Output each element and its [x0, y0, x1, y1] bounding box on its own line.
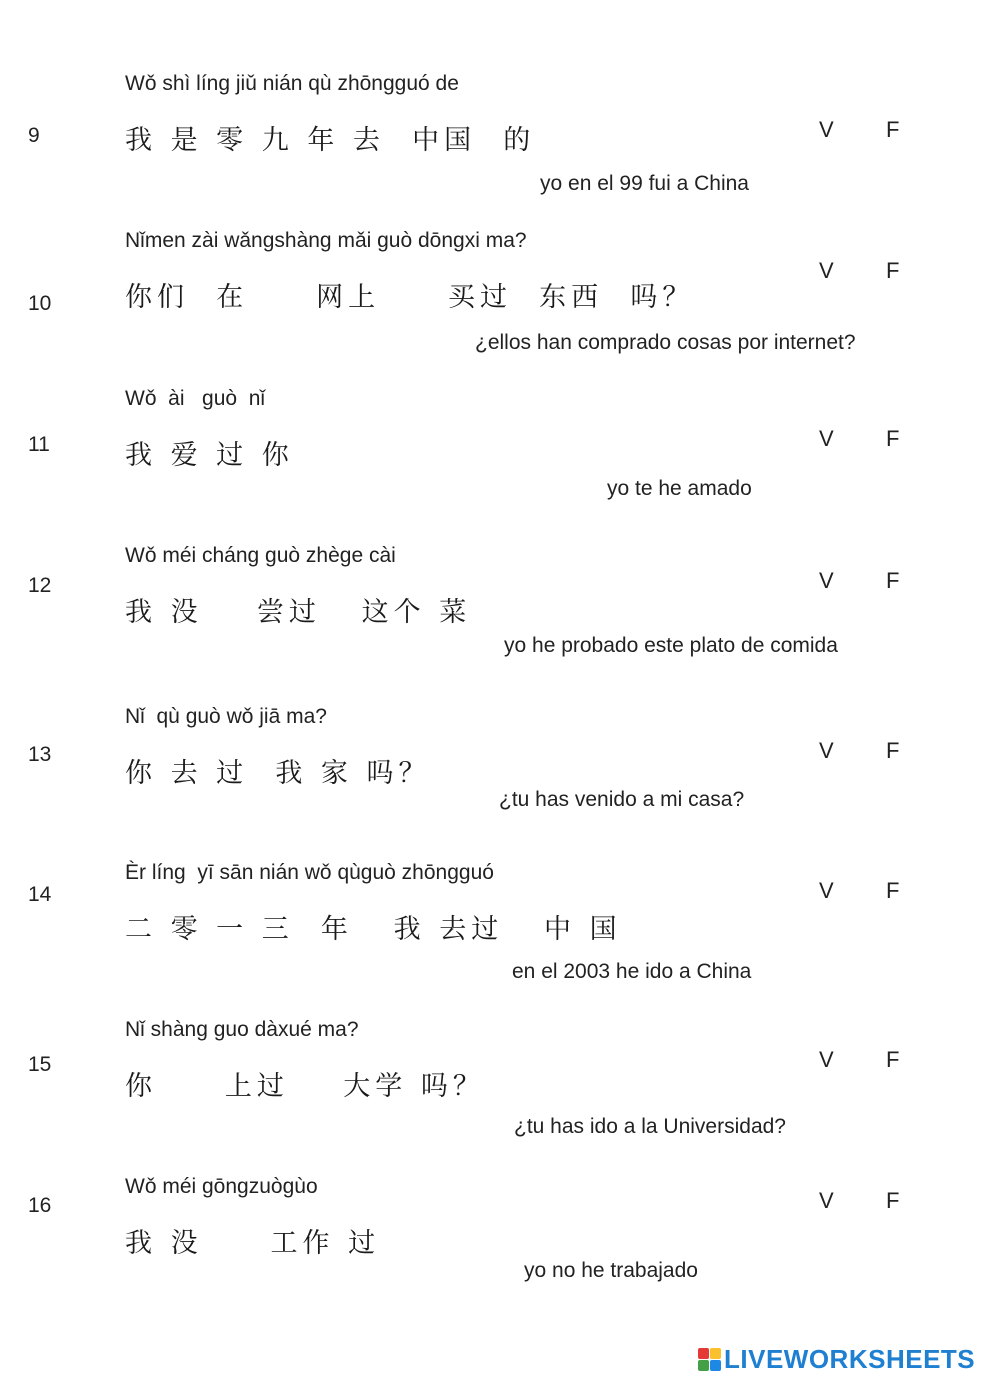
false-option[interactable]: F — [886, 1188, 900, 1213]
exercise-number: 13 — [28, 743, 52, 766]
exercise-item — [0, 861, 1000, 1021]
exercise-number: 12 — [28, 574, 52, 597]
exercise-item — [0, 387, 1000, 547]
spanish-translation: ¿ellos han comprado cosas por internet? — [475, 331, 856, 354]
chinese-sentence: 你们 在 网上 买过 东西 吗？ — [125, 282, 695, 313]
pinyin-text: Èr líng yī sān nián wǒ qùguò zhōngguó — [125, 861, 494, 884]
false-option[interactable]: F — [886, 1047, 900, 1072]
false-option[interactable]: F — [886, 117, 900, 142]
chinese-sentence: 我 没 尝过 这个 菜 — [125, 597, 472, 628]
pinyin-text: Wǒ ài guò nǐ — [125, 387, 266, 410]
true-option[interactable]: V — [819, 426, 834, 451]
exercise-item — [0, 1018, 1000, 1178]
chinese-sentence: 我 没 工作 过 — [125, 1228, 381, 1259]
exercise-number: 9 — [28, 124, 40, 147]
pinyin-text: Wǒ shì líng jiǔ nián qù zhōngguó de — [125, 72, 459, 95]
exercise-item — [0, 229, 1000, 389]
logo-block — [710, 1360, 721, 1371]
logo-blocks-icon — [698, 1348, 721, 1371]
chinese-sentence: 你 上过 大学 吗？ — [125, 1071, 485, 1102]
pinyin-text: Nǐmen zài wǎngshàng mǎi guò dōngxi ma? — [125, 229, 527, 252]
true-option[interactable]: V — [819, 568, 834, 593]
exercise-number: 10 — [28, 292, 52, 315]
spanish-translation: en el 2003 he ido a China — [512, 960, 752, 983]
chinese-sentence: 二 零 一 三 年 我 去过 中 国 — [125, 914, 622, 945]
logo-block — [698, 1348, 709, 1359]
true-option[interactable]: V — [819, 1047, 834, 1072]
false-option[interactable]: F — [886, 738, 900, 763]
logo-block — [710, 1348, 721, 1359]
spanish-translation: ¿tu has venido a mi casa? — [499, 788, 745, 811]
true-option[interactable]: V — [819, 878, 834, 903]
true-option[interactable]: V — [819, 738, 834, 763]
false-option[interactable]: F — [886, 426, 900, 451]
exercise-number: 16 — [28, 1194, 52, 1217]
true-option[interactable]: V — [819, 1188, 834, 1213]
spanish-translation: yo he probado este plato de comida — [504, 634, 838, 657]
exercise-number: 14 — [28, 883, 52, 906]
exercise-number: 15 — [28, 1053, 52, 1076]
chinese-sentence: 我 是 零 九 年 去 中国 的 — [125, 125, 536, 156]
exercise-item — [0, 705, 1000, 865]
logo-text: LIVEWORKSHEETS — [724, 1343, 976, 1374]
pinyin-text: Nǐ shàng guo dàxué ma? — [125, 1018, 359, 1041]
true-option[interactable]: V — [819, 117, 834, 142]
pinyin-text: Wǒ méi cháng guò zhège cài — [125, 544, 396, 567]
exercise-item — [0, 1175, 1000, 1335]
exercise-item — [0, 544, 1000, 704]
chinese-sentence: 你 去 过 我 家 吗？ — [125, 758, 431, 789]
spanish-translation: yo te he amado — [607, 477, 752, 500]
liveworksheets-logo[interactable] — [698, 1344, 975, 1374]
spanish-translation: yo no he trabajado — [524, 1259, 698, 1282]
false-option[interactable]: F — [886, 258, 900, 283]
logo-block — [698, 1360, 709, 1371]
false-option[interactable]: F — [886, 568, 900, 593]
chinese-sentence: 我 爱 过 你 — [125, 440, 294, 471]
pinyin-text: Wǒ méi gōngzuògùo — [125, 1175, 318, 1198]
false-option[interactable]: F — [886, 878, 900, 903]
spanish-translation: ¿tu has ido a la Universidad? — [514, 1115, 786, 1138]
spanish-translation: yo en el 99 fui a China — [540, 172, 749, 195]
true-option[interactable]: V — [819, 258, 834, 283]
pinyin-text: Nǐ qù guò wǒ jiā ma? — [125, 705, 327, 728]
exercise-item — [0, 72, 1000, 232]
exercise-number: 11 — [28, 433, 50, 456]
